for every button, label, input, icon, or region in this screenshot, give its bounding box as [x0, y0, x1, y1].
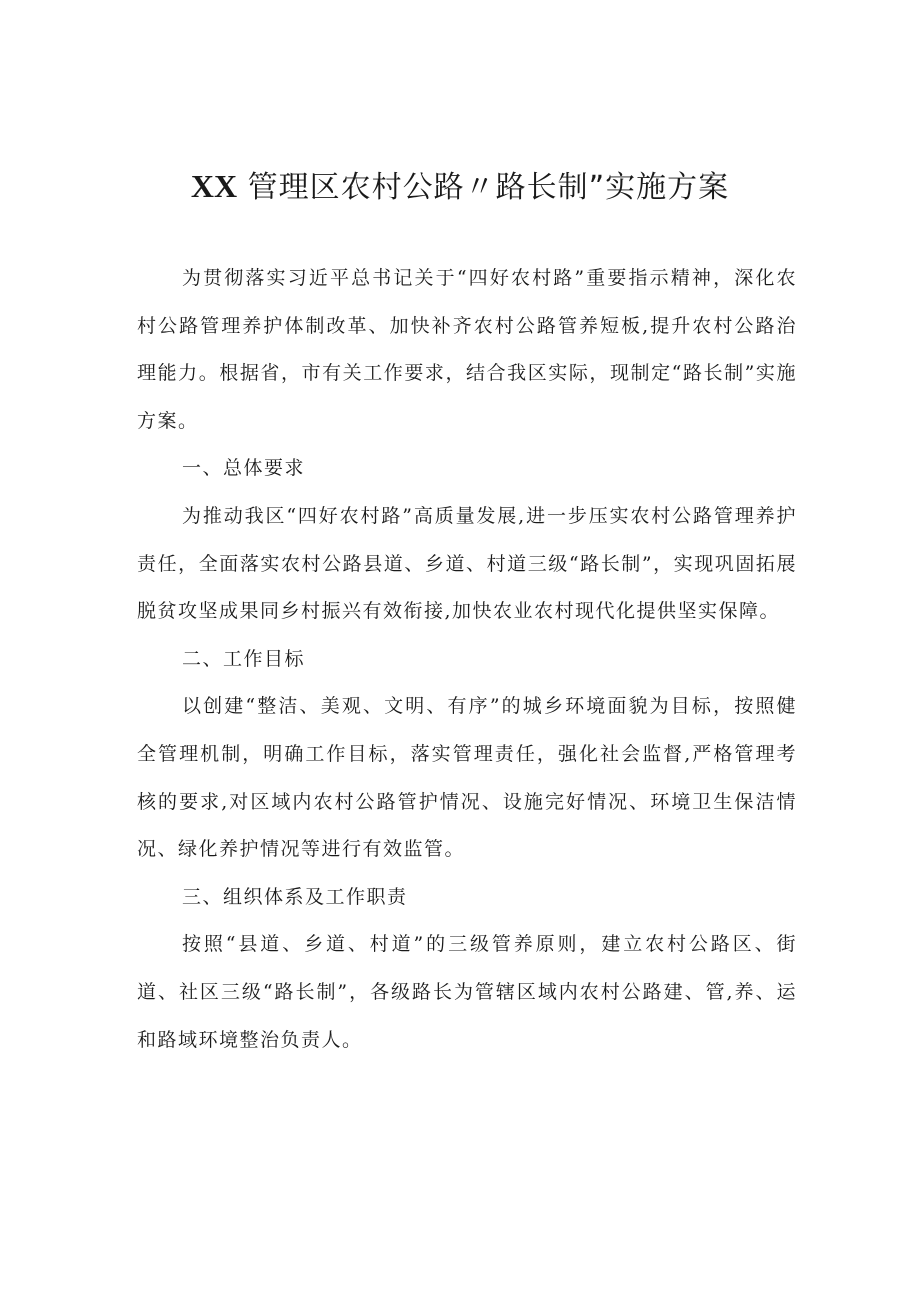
document-title — [0, 160, 920, 214]
intro-paragraph: 为贯彻落实习近平总书记关于“四好农村路”重要指示精神，深化农村公路管理养护体制改革、加快补齐农村公路管养短板,提升农村公路治理能力。根据省，市有关工作要求，结合我区实际，现制定“路长制”实施方案。 — [137, 267, 797, 432]
section-heading-3: 三、组织体系及工作职责 — [182, 885, 408, 908]
section-2-paragraph: 以创建“整洁、美观、文明、有序”的城乡环境面貌为目标，按照健全管理机制，明确工作目标，落实管理责任，强化社会监督,严格管理考核的要求,对区域内农村公路管护情况、设施完好情况、环境卫生保洁情况、绿化养护情况等进行有效监管。 — [137, 695, 797, 861]
section-1-paragraph: 为推动我区“四好农村路”高质量发展,进一步压实农村公路管理养护责任，全面落实农村公路县道、乡道、村道三级“路长制”，实现巩固拓展脱贫攻坚成果同乡村振兴有效衔接,加快农业农村现代化提供坚实保障。 — [137, 504, 797, 623]
title-prefix: XX — [190, 168, 238, 204]
section-3-paragraph: 按照“县道、乡道、村道”的三级管养原则，建立农村公路区、街道、社区三级“路长制”，各级路长为管辖区域内农村公路建、管,养、运和路域环境整治负责人。 — [137, 933, 797, 1051]
title-text: 管理区农村公路〃路长制”实施方案 — [247, 170, 730, 205]
section-heading-2: 二、工作目标 — [182, 647, 306, 670]
section-heading-1: 一、总体要求 — [182, 457, 306, 480]
document-body — [137, 255, 797, 1064]
